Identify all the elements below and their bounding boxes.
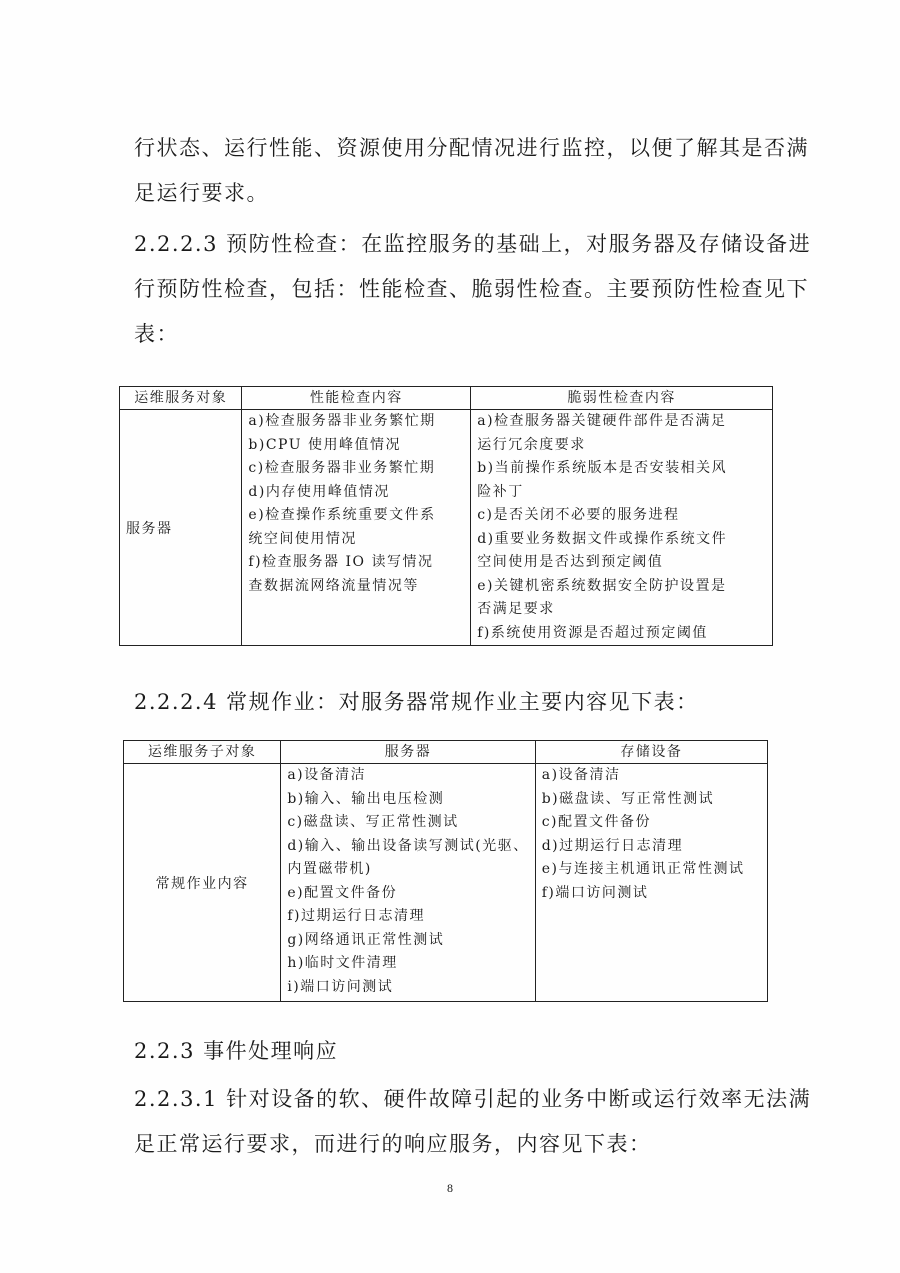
list-item: 查数据流网络流量情况等 <box>248 577 419 594</box>
server-cell <box>281 764 535 1002</box>
column-header: 存储设备 <box>535 741 767 764</box>
list-item: d)重要业务数据文件或操作系统文件 <box>477 530 728 547</box>
table-header-row <box>124 741 768 764</box>
list-item: d)内存使用峰值情况 <box>248 483 390 500</box>
list-item: f)端口访问测试 <box>541 884 649 901</box>
list-item: b)当前操作系统版本是否安装相关风 <box>477 460 728 476</box>
list-item: b)CPU 使用峰值情况 <box>248 436 401 453</box>
section-2224-paragraph <box>134 680 774 725</box>
page-number: 8 <box>447 1181 453 1195</box>
column-header: 运维服务对象 <box>120 387 242 410</box>
list-item: h)临时文件清理 <box>287 955 398 971</box>
list-item: c)检查服务器非业务繁忙期 <box>248 460 436 476</box>
list-item: 运行冗余度要求 <box>477 436 586 453</box>
table-row <box>120 410 773 646</box>
text-line: 2.2.3.1 针对设备的软、硬件故障引起的业务中断或运行效率无法满 <box>134 1087 812 1111</box>
list-item: a)设备清洁 <box>541 767 621 783</box>
column-header: 服务器 <box>281 741 535 764</box>
text-line: 行状态、运行性能、资源使用分配情况进行监控，以便了解其是否满 <box>134 136 809 160</box>
object-cell: 常规作业内容 <box>124 764 281 1002</box>
vulnerability-cell <box>471 410 773 646</box>
list-item: e)与连接主机通讯正常性测试 <box>541 861 745 877</box>
section-2231-paragraph <box>134 1077 812 1167</box>
text-line: 足运行要求。 <box>134 181 269 205</box>
text-line: 行预防性检查，包括：性能检查、脆弱性检查。主要预防性检查见下 <box>134 277 809 301</box>
list-item: d)输入、输出设备读写测试(光驱、 <box>287 837 529 854</box>
list-item: b)磁盘读、写正常性测试 <box>541 790 715 807</box>
column-header: 脆弱性检查内容 <box>471 387 773 410</box>
list-item: 内置磁带机) <box>287 861 372 877</box>
list-item: i)端口访问测试 <box>287 978 394 995</box>
text-line: 2.2.3 事件处理响应 <box>134 1039 339 1063</box>
list-item: a)检查服务器关键硬件部件是否满足 <box>477 413 727 429</box>
list-item: f)检查服务器 IO 读写情况 <box>248 554 434 570</box>
list-item: g)网络通讯正常性测试 <box>287 931 445 948</box>
text-line: 2.2.2.4 常规作业：对服务器常规作业主要内容见下表： <box>134 690 699 714</box>
list-item: f)系统使用资源是否超过预定阈值 <box>477 624 708 641</box>
list-item: e)配置文件备份 <box>287 884 398 901</box>
list-item: e)检查操作系统重要文件系 <box>248 507 436 523</box>
column-header: 性能检查内容 <box>242 387 471 410</box>
list-item: a)设备清洁 <box>287 767 367 783</box>
table-header-row <box>120 387 773 410</box>
section-2223-paragraph <box>134 222 812 357</box>
list-item: 否满足要求 <box>477 601 555 617</box>
list-item: e)关键机密系统数据安全防护设置是 <box>477 577 727 594</box>
preventive-check-table <box>119 386 773 646</box>
list-item: c)配置文件备份 <box>541 814 652 830</box>
performance-cell <box>242 410 471 646</box>
object-cell: 服务器 <box>120 410 242 646</box>
column-header: 运维服务子对象 <box>124 741 281 764</box>
text-line: 表： <box>134 322 179 346</box>
section-223-heading <box>134 1029 774 1074</box>
list-item: 统空间使用情况 <box>248 530 357 547</box>
table-row <box>124 764 768 1002</box>
routine-operation-table <box>123 740 768 1002</box>
list-item: c)磁盘读、写正常性测试 <box>287 814 459 830</box>
list-item: c)是否关闭不必要的服务进程 <box>477 507 680 523</box>
list-item: d)过期运行日志清理 <box>541 837 684 854</box>
list-item: 险补丁 <box>477 483 524 500</box>
text-line: 2.2.2.3 预防性检查：在监控服务的基础上，对服务器及存储设备进 <box>134 232 812 256</box>
list-item: 空间使用是否达到预定阈值 <box>477 554 664 570</box>
list-item: b)输入、输出电压检测 <box>287 790 445 807</box>
list-item: f)过期运行日志清理 <box>287 908 425 924</box>
text-line: 足正常运行要求，而进行的响应服务，内容见下表： <box>134 1132 652 1156</box>
storage-cell <box>535 764 767 1002</box>
list-item: a)检查服务器非业务繁忙期 <box>248 413 436 429</box>
intro-paragraph <box>134 126 809 216</box>
